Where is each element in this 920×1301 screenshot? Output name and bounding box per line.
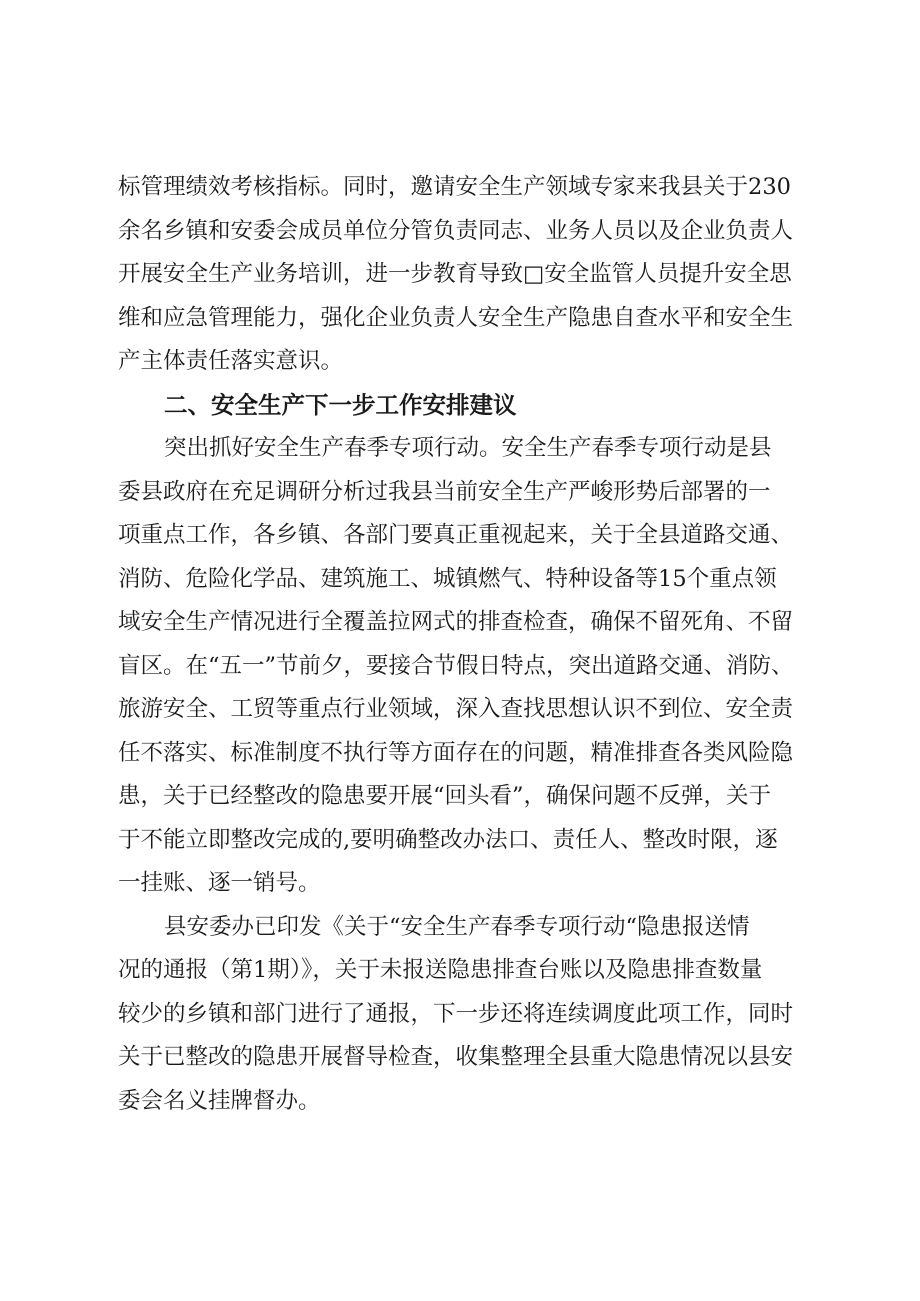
text-line: 开展安全生产业务培训，进一步教育导致□安全监管人员提升安全思 [118,261,792,287]
section-heading: 二、安全生产下一步工作安排建议 [164,390,517,419]
text-line: 消防、危险化学品、建筑施工、城镇燃气、特种设备等15个重点领 [118,565,777,592]
text-line: 旅游安全、工贸等重点行业领域，深入查找思想认识不到位、安全责 [118,696,794,722]
document-body [118,166,828,1123]
text-line: 于不能立即整改完成的,要明确整改办法口、责任人、整改时限，逐 [118,826,778,853]
paragraph-notice [118,906,828,1124]
text-line: 突出抓好安全生产春季专项行动。安全生产春季专项行动是县 [164,435,772,461]
text-line: 患，关于已经整改的隐患要开展“回头看”，确保问题不反弹，关于 [118,783,772,809]
paragraph-spring-campaign [118,427,828,906]
text-line: 况的通报（第1期）》，关于未报送隐患排查台账以及隐患排查数量 [118,957,763,983]
text-line: 维和应急管理能力，强化企业负责人安全生产隐患自查水平和安全生 [118,304,794,331]
text-line: 县安委办已印发《关于“安全生产春季专项行动“隐患报送情 [164,913,750,940]
text-line: 委会名义挂牌督办。 [118,1087,321,1114]
text-line: 标管理绩效考核指标。同时，邀请安全生产领域专家来我县关于230 [118,174,791,200]
text-line: 任不落实、标准制度不执行等方面存在的问题，精准排查各类风险隐 [118,739,794,766]
text-line: 项重点工作，各乡镇、各部门要真正重视起来，关于全县道路交通、 [118,522,794,548]
paragraph-training [118,166,828,384]
text-line: 域安全生产情况进行全覆盖拉网式的排查检查，确保不留死角、不留 [118,609,794,635]
text-line: 委县政府在充足调研分析过我县当前安全生产严峻形势后部署的一 [118,478,771,505]
text-line: 余名乡镇和安委会成员单位分管负责同志、业务人员以及企业负责人 [118,217,794,244]
text-line: 产主体责任落实意识。 [118,348,344,374]
text-line: 盲区。在“五一”节前夕，要接合节假日特点，突出道路交通、消防、 [118,652,794,679]
text-line: 一挂账、逐一销号。 [118,870,321,896]
text-line: 关于已整改的隐患开展督导检查，收集整理全县重大隐患情况以县安 [118,1044,794,1070]
text-line: 较少的乡镇和部门进行了通报，下一步还将连续调度此项工作，同时 [118,1000,794,1027]
